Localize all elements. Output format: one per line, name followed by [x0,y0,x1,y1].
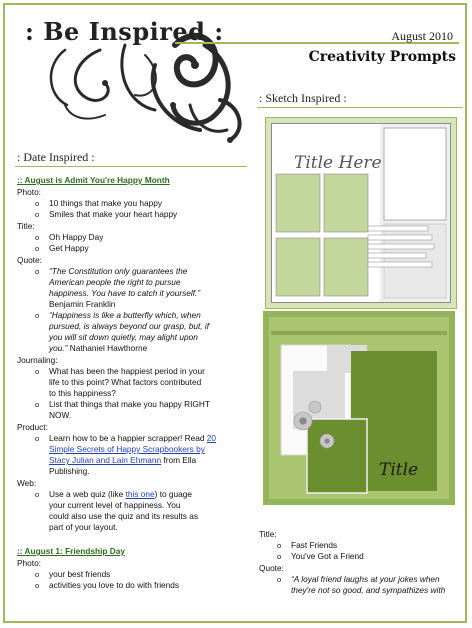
product-label: Product: [17,422,48,432]
journal-line: life to this point? What factors contributed [49,377,202,387]
quote-line: American people the right to pursue [49,277,181,287]
list-item: o activities you love to do with friends [17,580,253,591]
sketch-inspired-heading: : Sketch Inspired : [259,91,347,105]
quote-author: Benjamin Franklin [49,299,116,309]
sketch-inspired-rule [257,107,463,108]
product-item [17,433,253,477]
event-title-happy-month[interactable]: :: August is Admit You're Happy Month [17,175,170,185]
quote-line: you.” [49,343,68,353]
quote-line: they're not so good, and sympathizes with [291,585,446,595]
sample-layout-image [263,311,455,505]
web-text: part of your layout. [49,522,118,532]
web-item [17,489,253,533]
journal-prompt [17,366,253,399]
quote-line: happiness. You have to catch it yourself.” [49,288,201,298]
web-text: Use a web quiz (like [49,489,126,499]
journal-line: NOW. [49,410,72,420]
book-link[interactable]: 20 [206,433,216,443]
quote-author: Nathaniel Hawthorne [67,343,148,353]
newsletter-subtitle: Creativity Prompts [308,49,456,65]
sketch-title: Title Here [294,153,382,173]
web-text: your current level of happiness. You [49,500,181,510]
sketch-drawing [272,124,450,302]
list-item: o Get Happy [17,243,253,254]
product-text: from Ella [161,455,197,465]
event-title-friendship-day[interactable]: :: August 1: Friendship Day [17,546,126,556]
newsletter-title: : Be Inspired : [25,17,224,46]
quiz-link[interactable]: this one [125,489,155,499]
product-text: Learn how to be a happier scrapper! Read [49,433,207,443]
quote-label: Quote: [259,563,284,573]
quote-line: you will sit down quietly, may alight upon [49,332,198,342]
layout-title: Title [379,460,419,480]
web-text: could also use the quiz and its results as [49,511,198,521]
date-inspired-rule [15,166,247,167]
title-label: Title: [259,529,277,539]
date-inspired-heading: : Date Inspired : [17,150,95,164]
photo-label: Photo: [17,558,41,568]
quote-line: pursued, is always beyond our grasp, but, if [49,321,210,331]
journal-line: o What has been the happiest period in your [49,366,205,376]
issue-date: August 2010 [391,29,453,43]
web-text: ) to guage [154,489,192,499]
quote-label: Quote: [17,255,42,265]
book-link[interactable]: Simple Secrets of Happy Scrapbookers by [49,444,205,454]
sketch-canvas [271,123,451,303]
list-item: o your best friends [17,569,253,580]
title-label: Title: [17,221,35,231]
journaling-label: Journaling: [17,355,58,365]
list-item: o Oh Happy Day [17,232,253,243]
journal-prompt [17,399,253,421]
newsletter-page [3,3,467,623]
book-link[interactable]: Stacy Julian and Lain Ehmann [49,455,162,465]
date-inspired-column [17,175,253,591]
list-item: o 10 things that make you happy [17,198,253,209]
list-item: o Smiles that make your heart happy [17,209,253,220]
list-item: o You've Got a Friend [259,551,465,562]
quote-franklin [17,266,253,299]
journal-line: o List that things that make you happy RIGHT [49,399,210,409]
quote-line: o “A loyal friend laughs at your jokes when [291,574,440,584]
friendship-quote [259,574,465,596]
friendship-right-column [259,528,465,596]
quote-line: o “Happiness is like a butterfly which, when [49,310,201,320]
quote-line: o “The Constitution only guarantees the [49,266,188,276]
journal-line: to this happiness? [49,388,116,398]
sketch-card [265,117,457,309]
product-text: Publishing. [49,466,90,476]
web-label: Web: [17,478,37,488]
photo-label: Photo: [17,187,41,197]
quote-hawthorne [17,310,253,354]
list-item: o Fast Friends [259,540,465,551]
